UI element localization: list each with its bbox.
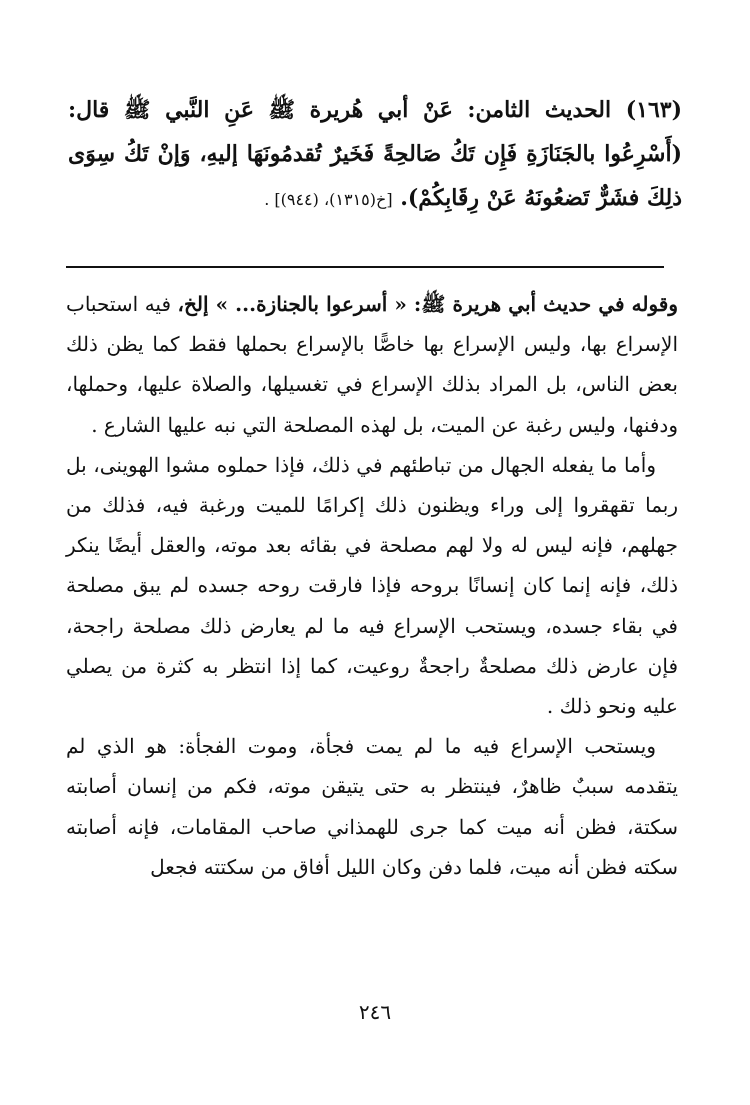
commentary-lead: وقوله في حديث أبي هريرة ﷺ: « أسرعوا بالجنازة... » إلخ، [177, 292, 678, 316]
hadith-reference: [خ(١٣١٥)، (٩٤٤)] . [264, 190, 393, 209]
footnote-divider [66, 266, 664, 268]
commentary-paragraph-3: ويستحب الإسراع فيه ما لم يمت فجأة، وموت الفجأة: هو الذي لم يتقدمه سببٌ ظاهرٌ، فينتظر به حتى يتيقن موته، فكم من إنسان أصابته سكتة، فظن أنه ميت كما جرى للهمذاني صاحب المقامات، فإنه أصابته سكته فظن أنه ميت، فلما دفن وكان الليل أفاق من سكتته فجعل [66, 734, 678, 879]
hadith-text: عَنْ أبي هُريرة ﷺ عَنِ النَّبي ﷺ قال: (أَسْرِعُوا بالجَنَازَةِ فَإِن تَكُ صَالحِةً فَخَيرٌ تُقدمُونَهَا إليهِ، وَإنْ تَكُ سِوَى ذلِكَ فشَرٌّ تَضعُونَهُ عَنْ رِقَابِكُمْ). [68, 97, 682, 211]
commentary-paragraph-1 [66, 284, 678, 445]
hadith-number: (١٦٣) [625, 97, 682, 123]
hadith-block [68, 88, 682, 222]
commentary-paragraph-2: وأما ما يفعله الجهال من تباطئهم في ذلك، فإذا حملوه مشوا الهوينى، بل ربما تقهقروا إلى وراء ويظنون ذلك إكرامًا للميت ورغبة فيه، فذلك من جهلهم، فإنه ليس له ولا لهم مصلحة في بقائه بعد موته، والعقل أيضًا ينكر ذلك، فإنه إنما كان إنسانًا بروحه فإذا فارقت روحه جسده لم يبق مصلحة في بقاء جسده، ويستحب الإسراع فيه ما لم يعارض ذلك مصلحة راجحة، فإن عارض ذلك مصلحةٌ راجحةٌ روعيت، كما إذا انتظر به كثرة من يصلي عليه ونحو ذلك . [66, 452, 678, 719]
hadith-label: الحديث الثامن: [467, 97, 612, 123]
commentary-block [66, 284, 678, 887]
commentary-text-1: فيه استحباب الإسراع بها، وليس الإسراع بها خاصًّا بالإسراع بحملها فقط كما يظن ذلك بعض الناس، بل المراد بذلك الإسراع في تغسيلها، والصلاة عليها، وحملها، ودفنها، وليس رغبة عن الميت، بل لهذه المصلحة التي نبه عليها الشارع . [66, 292, 678, 437]
page-number: ٢٤٦ [358, 1000, 392, 1024]
